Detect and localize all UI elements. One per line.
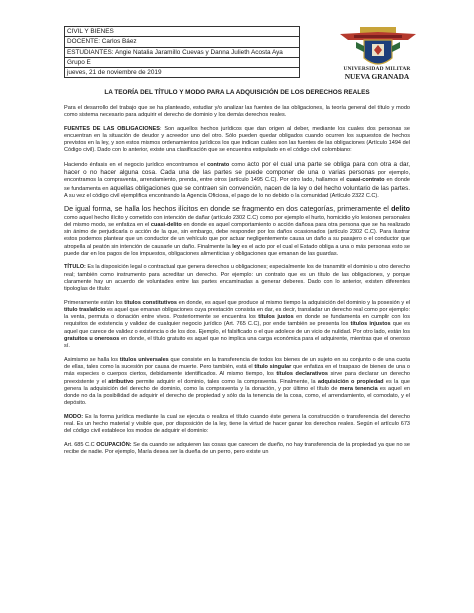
occupation-term: OCUPACIÓN:	[96, 441, 132, 448]
contract-definition: acto por el cual una parte se obliga para con otra a dar, hacer o no hacer alguna cosa. Cada una de las partes se puede componer de una o varias personas	[64, 160, 410, 177]
course-cell: CIVIL Y BIENES	[65, 27, 300, 37]
header-info-table	[64, 26, 300, 78]
illicit-acts-paragraph: De igual forma, se halla los hechos ilícitos en donde se fragmento en dos categorías, primeramente el delito como aquel hecho ilícito y cometido con intención de dañar (artículo 2302 C.C) como por ejemplo el hurto, homicidio y/o lesiones personales del mismo modo, se enfatiza en el cuasi-delito en donde es aquel comportamiento o acción dañosa para otra persona que se ha realizado sin ánimo de perjudicarla o acción de la que, sin embargo, debe responder por los daños ocasionados (artículo 2302 C.C). Para ilustrar estos podemos plantear que un conductor de un vehículo que por actuar negligentemente causa un daño a su pasajero o el conductor que atropella al peatón sin intención de causarle un daño. Finalmente la ley es el acto por el cual el Estado obliga a una o más personas esto se puede dar en los pagos de los impuestos, obligaciones alimenticias y obligaciones que emanan de las guardas.	[64, 205, 410, 258]
sources-paragraph: FUENTES DE LAS OBLIGACIONES: Son aquellos hechos jurídicos que dan origen al deber, mediante los cuales dos personas se encuentran en la situación de deudor y acreedor uno del otro. Sólo pueden quedar obligados cuando ocurren los supuestos de hechos previstos en la ley, y son estos mismos ordenamientos jurídicos los que indican cuáles son las fuentes de las obligaciones (Artículo 1494 del Código civil). Dado con lo anterior, existe una clasificación que se encuentra estipulado en el código civil colombiano:	[64, 125, 410, 154]
mode-paragraph: MODO: Es la forma jurídica mediante la cual se ejecuta o realiza el título cuando éste genera la construcción o transferencia del derecho real. Es un hecho material y visible que, por disposición de la ley, tiene la virtud de hacer ganar los derechos reales. Según el artículo 673 del código civil establece los modos de adquirir el dominio:	[64, 413, 410, 435]
law-term: ley	[232, 243, 240, 250]
intro-paragraph: Para el desarrollo del trabajo que se ha planteado, estudiar y/o analizar las fuentes de las obligaciones, la teoría general del título y modo como sistema necesario para adquirir el derecho de dominio y los demás derechos reales.	[64, 105, 410, 119]
logo-university-label: UNIVERSIDAD MILITAR	[343, 66, 411, 72]
document-title: LA TEORÍA DEL TÍTULO Y MODO PARA LA ADQUISICIÓN DE LOS DERECHOS REALES	[104, 89, 370, 96]
sources-term: FUENTES DE LAS OBLIGACIONES	[64, 125, 160, 132]
title-types-paragraph: Primeramente están los títulos constitutivos en donde, es aquel que produce al mismo tiempo la adquisición del dominio y la posesión y el título traslaticio es aquel que emanan obligaciones cuya prestación consista en dar, es decir, transladar un derecho real como por ejemplo: la venta, permuta o donación entre vivos. Posteriormente se encuentra los títulos justos en donde se fundamenta en cumplir con los requisitos de existencia y validez de cualquier negocio jurídico (Art. 765 C.C), por ende también se presenta los títulos injustos que es aquel que carece de validez o existencia o de los dos. Ejemplo, el falsificado o el que adolece de un vicio de nulidad. Por otro lado, están los gratuitos u onerosos en donde, el título gratuito es aquel que no implica una carga económica para el adquirente, mientras que el oneroso sí.	[64, 299, 411, 350]
title-term: TÍTULO:	[64, 264, 86, 271]
contract-term: contrato	[207, 161, 230, 168]
contract-paragraph: Haciendo énfasis en el negocio jurídico encontramos el contrato como acto por el cual una parte se obliga para con otra a dar, hacer o no hacer alguna cosa. Cada una de las partes se puede componer de una o varias personas por ejemplo, encontramos la compraventa, arrendamiento, prenda, entre otros (artículo 1495 C.C). Por otro lado, hallamos el cuasi-contrato en donde se fundamenta en aquellas obligaciones que se contraen sin convención, nacen de la ley o del hecho voluntario de las partes. A su vez el código civil ejemplifica encontrando la Agencia Oficiosa, el pago de lo no debido o la comunidad (Artículo 2322 C.C).	[64, 160, 410, 199]
crime-term: delito	[391, 205, 410, 214]
teacher-cell: DOCENTE: Carlos Báez	[65, 37, 300, 47]
quasi-crime-term: cuasi-delito	[150, 221, 182, 228]
students-cell: ESTUDIANTES: Angie Natalia Jaramillo Cuevas y Danna Julieth Acosta Aya	[65, 47, 300, 57]
quasi-contract-term: cuasi-contrato	[346, 177, 385, 184]
quasi-contract-definition: aquellas obligaciones que se contraen sin convención, nacen de la ley o del hecho voluntario de las partes.	[110, 184, 410, 192]
date-cell: jueves, 21 de noviembre de 2019	[65, 68, 300, 78]
group-cell: Grupo E	[65, 57, 300, 67]
logo-university-name: NUEVA GRANADA	[344, 72, 410, 81]
title-paragraph: TÍTULO: Es la disposición legal o contractual que genera derechos u obligaciones; especialmente los de transmitir el dominio u otro derecho real; también como instrumento para acreditar un derecho. Por ejemplo: un contrato que es un título de las obligaciones, y porque claramente hay un acuerdo de voluntades entre las partes encaminadas a generar deberes. Dado con lo anterior, existen diferentes tipologías de título:	[64, 264, 410, 293]
mode-term: MODO:	[64, 413, 84, 420]
universal-titles-paragraph: Asimismo se halla los títulos universales que consiste en la transferencia de todos los bienes de un sujeto en su conjunto o de una cuota de ellas, tales como la sucesión por causa de muerte. Pero también, está el título singular que enfatiza en el traspaso de bienes de una o más especies o cuerpos ciertos, debidamente identificados. Al mismo tiempo, los títulos declarativos sirve para declarar un derecho preexistente y el atributivo permite adquirir el dominio, tales como la compraventa. Finalmente, la adquisición o propiedad es la que genera la adquisición del derecho de dominio, como la compraventa y la donación, y por último el título de mera tenencia es aquel en donde no da la posibilidad de adquirir el derecho de propiedad y sólo da la tenencia de la cosa, como, el arrendamiento, el comodato, y el depósito.	[64, 356, 411, 407]
document-body	[64, 105, 410, 462]
occupation-paragraph: Art. 685 C.C OCUPACIÓN: Se da cuando se adquieren las cosas que carecen de dueño, no hay transferencia de la propiedad ya que no se recibe de nadie. Por ejemplo, María desea ser la dueña de un perro, pero existe un	[64, 441, 411, 455]
